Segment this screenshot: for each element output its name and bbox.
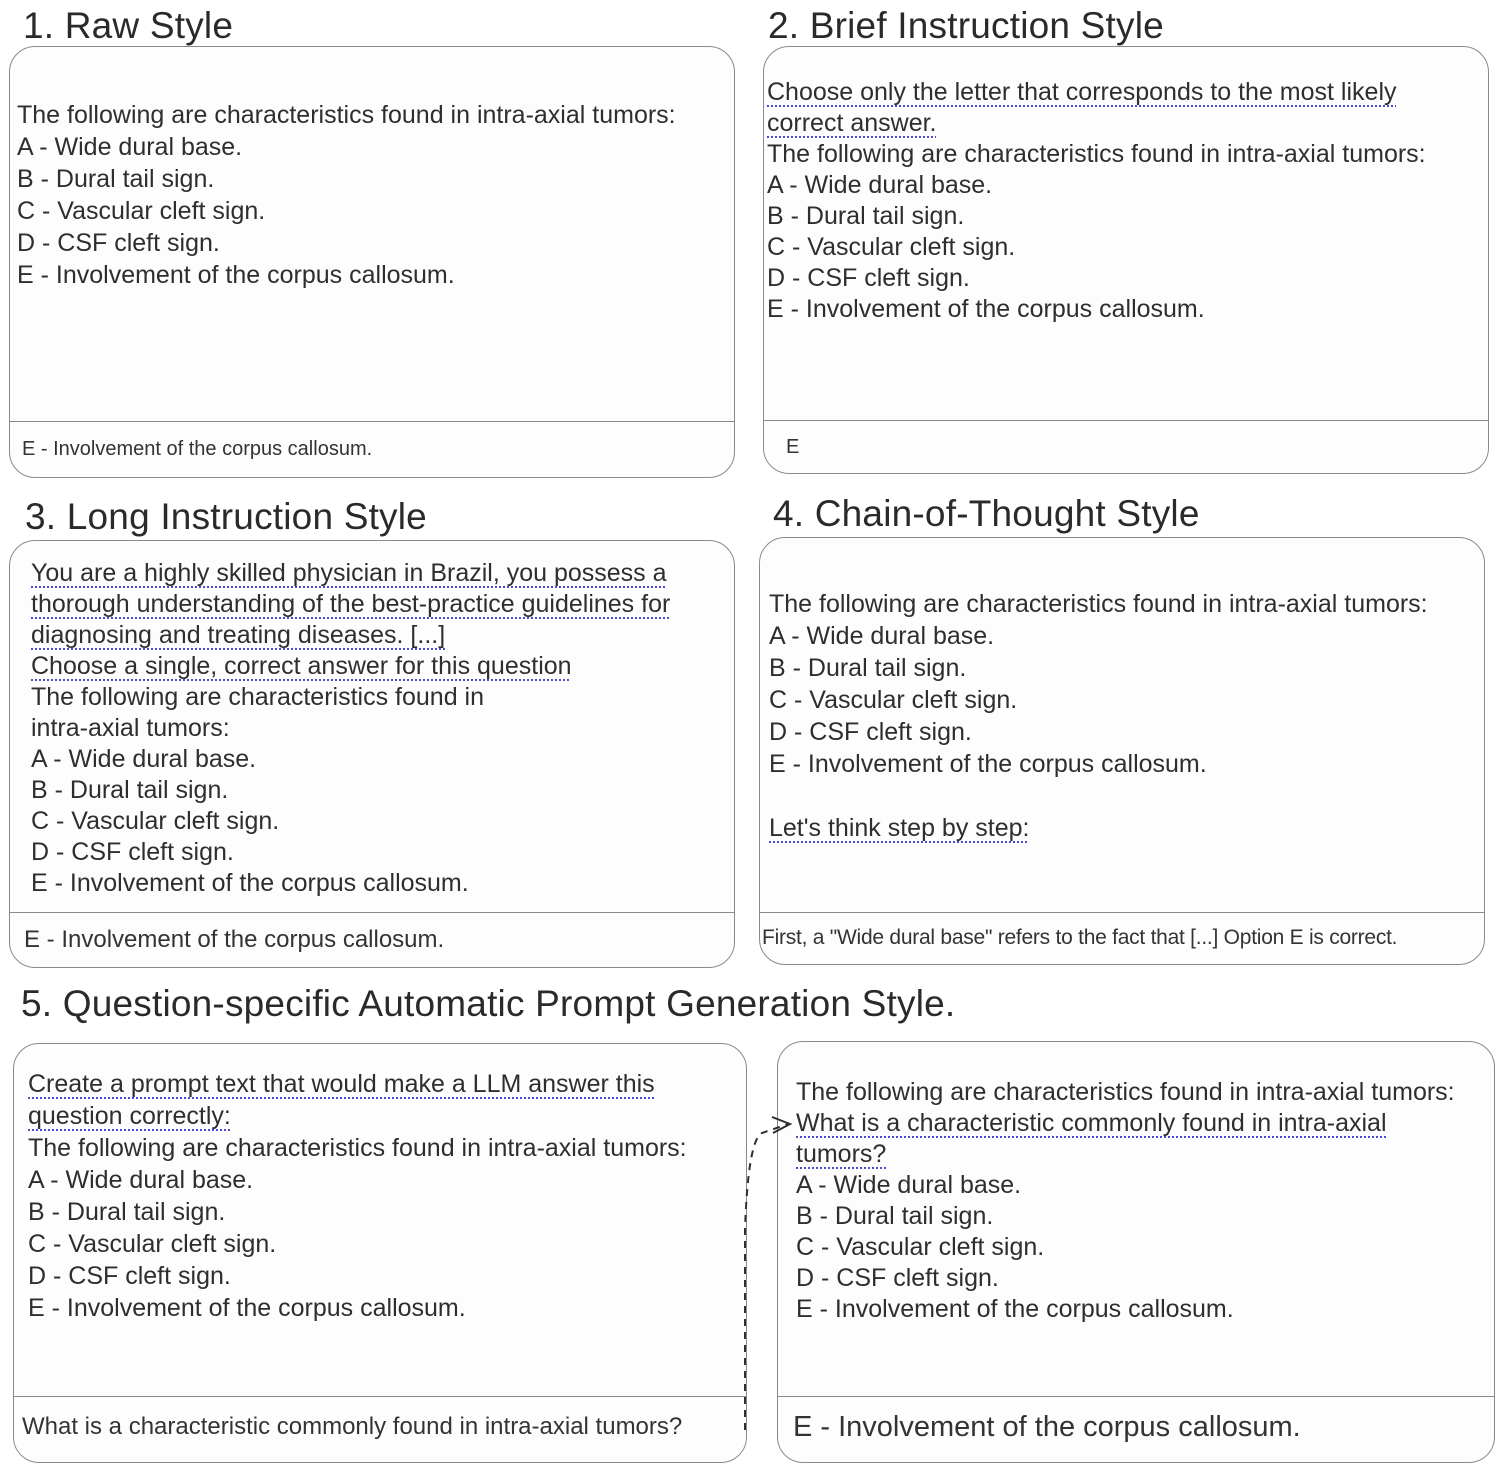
option-b: B - Dural tail sign. xyxy=(769,654,967,682)
panel-5-left-card xyxy=(13,1043,747,1463)
output-text: E xyxy=(786,436,800,458)
output-text: First, a "Wide dural base" refers to the fact that [...] Option E is correct. xyxy=(762,926,1398,949)
option-a: A - Wide dural base. xyxy=(767,171,993,199)
cot-trigger: Let's think step by step: xyxy=(769,814,1030,842)
instruction-line: diagnosing and treating diseases. [...] xyxy=(31,621,446,649)
instruction-line: thorough understanding of the best-practice guidelines for xyxy=(31,590,671,618)
instruction-line: Create a prompt text that would make a LLM answer this xyxy=(28,1070,655,1098)
panel-4-title: 4. Chain-of-Thought Style xyxy=(773,493,1200,534)
instruction-line: Choose a single, correct answer for this question xyxy=(31,652,572,680)
option-a: A - Wide dural base. xyxy=(28,1166,254,1194)
generated-prompt-line: tumors? xyxy=(796,1140,887,1168)
prompt-line: intra-axial tumors: xyxy=(31,714,230,742)
option-c: C - Vascular cleft sign. xyxy=(769,686,1018,714)
panel-4-card xyxy=(759,537,1485,965)
panel-3-title: 3. Long Instruction Style xyxy=(25,496,427,537)
prompt-line: The following are characteristics found in intra-axial tumors: xyxy=(767,140,1426,168)
panel-2-title: 2. Brief Instruction Style xyxy=(768,5,1164,46)
panel-1-title: 1. Raw Style xyxy=(23,5,234,46)
instruction-line: Choose only the letter that corresponds to the most likely xyxy=(767,78,1397,106)
option-d: D - CSF cleft sign. xyxy=(28,1262,231,1290)
option-e: E - Involvement of the corpus callosum. xyxy=(31,869,469,897)
option-c: C - Vascular cleft sign. xyxy=(17,197,266,225)
instruction-line: question correctly: xyxy=(28,1102,231,1130)
panel-4-prompt xyxy=(760,588,1484,844)
panel-1-output xyxy=(10,421,734,477)
instruction-line: You are a highly skilled physician in Brazil, you possess a xyxy=(31,559,667,587)
option-a: A - Wide dural base. xyxy=(17,133,243,161)
option-a: A - Wide dural base. xyxy=(796,1171,1022,1199)
panel-2-output xyxy=(764,420,1488,473)
panel-4-output xyxy=(760,912,1484,964)
option-e: E - Involvement of the corpus callosum. xyxy=(767,295,1205,323)
output-text: E - Involvement of the corpus callosum. xyxy=(793,1411,1301,1443)
panel-5-title: 5. Question-specific Automatic Prompt Generation Style. xyxy=(21,983,956,1024)
option-b: B - Dural tail sign. xyxy=(796,1202,994,1230)
option-a: A - Wide dural base. xyxy=(31,745,257,773)
panel-2-card xyxy=(763,46,1489,474)
panel-2-prompt xyxy=(764,77,1488,325)
panel-5-left-output xyxy=(14,1396,746,1462)
panel-5-right-card xyxy=(777,1041,1495,1463)
option-e: E - Involvement of the corpus callosum. xyxy=(796,1295,1234,1323)
instruction-line: correct answer. xyxy=(767,109,937,137)
option-a: A - Wide dural base. xyxy=(769,622,995,650)
prompt-line: The following are characteristics found in intra-axial tumors: xyxy=(17,101,676,129)
option-b: B - Dural tail sign. xyxy=(767,202,965,230)
panel-3-output xyxy=(10,912,734,967)
option-b: B - Dural tail sign. xyxy=(28,1198,226,1226)
panel-3-prompt xyxy=(10,558,734,899)
option-d: D - CSF cleft sign. xyxy=(769,718,972,746)
option-d: D - CSF cleft sign. xyxy=(767,264,970,292)
option-c: C - Vascular cleft sign. xyxy=(31,807,280,835)
option-e: E - Involvement of the corpus callosum. xyxy=(17,261,455,289)
prompt-line: The following are characteristics found in intra-axial tumors: xyxy=(28,1134,687,1162)
panel-5-right-output xyxy=(778,1396,1494,1462)
option-b: B - Dural tail sign. xyxy=(31,776,229,804)
panel-5-right-prompt xyxy=(778,1077,1494,1325)
panel-1-prompt xyxy=(10,99,734,291)
prompt-line: The following are characteristics found in intra-axial tumors: xyxy=(796,1078,1455,1106)
option-d: D - CSF cleft sign. xyxy=(31,838,234,866)
option-c: C - Vascular cleft sign. xyxy=(796,1233,1045,1261)
prompt-line: The following are characteristics found in intra-axial tumors: xyxy=(769,590,1428,618)
option-e: E - Involvement of the corpus callosum. xyxy=(769,750,1207,778)
option-d: D - CSF cleft sign. xyxy=(796,1264,999,1292)
panel-1-card xyxy=(9,46,735,478)
option-d: D - CSF cleft sign. xyxy=(17,229,220,257)
option-e: E - Involvement of the corpus callosum. xyxy=(28,1294,466,1322)
output-text: E - Involvement of the corpus callosum. xyxy=(22,438,373,460)
generated-question: What is a characteristic commonly found in intra-axial tumors? xyxy=(22,1413,683,1440)
panel-3-card xyxy=(9,540,735,968)
generated-prompt-line: What is a characteristic commonly found in intra-axial xyxy=(796,1109,1387,1137)
option-c: C - Vascular cleft sign. xyxy=(28,1230,277,1258)
prompt-line: The following are characteristics found in xyxy=(31,683,485,711)
option-b: B - Dural tail sign. xyxy=(17,165,215,193)
output-text: E - Involvement of the corpus callosum. xyxy=(24,926,445,953)
panel-5-left-prompt xyxy=(14,1068,746,1324)
option-c: C - Vascular cleft sign. xyxy=(767,233,1016,261)
